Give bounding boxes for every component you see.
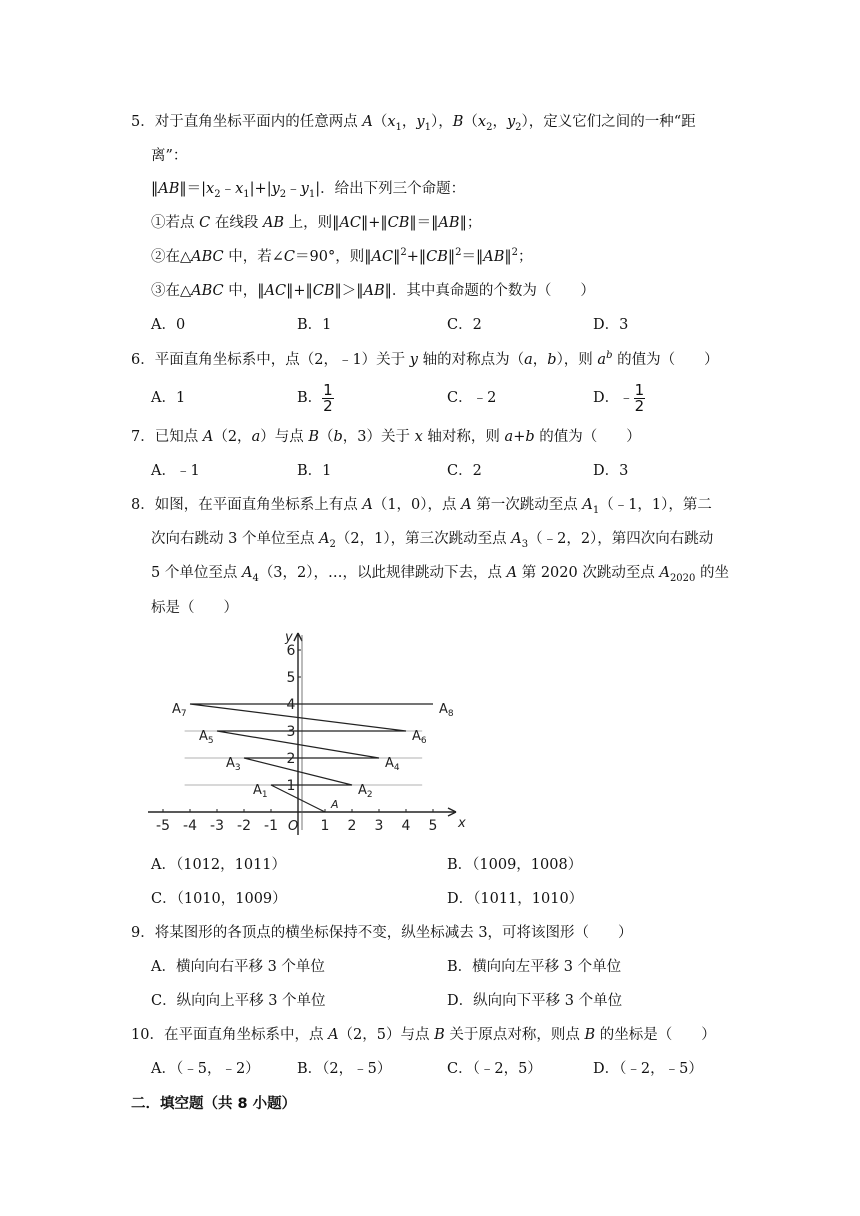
q9-option-c[interactable]: C．纵向向上平移 3 个单位	[151, 993, 326, 1009]
point-label-subscript: 7	[180, 709, 187, 719]
x-tick-label: -4	[183, 818, 197, 834]
q7-option-b[interactable]: B．1	[297, 463, 332, 479]
fraction-one-half: $\frac{1}{2}$	[634, 380, 645, 415]
q5-option-d[interactable]: D．3	[593, 317, 629, 333]
origin-label: O	[288, 819, 299, 834]
point-label-subscript: 4	[393, 763, 400, 773]
y-tick-label: 4	[286, 697, 296, 713]
x-tick-label: -3	[210, 818, 224, 834]
y-tick-label: 5	[286, 670, 296, 686]
q8-stem-line3: 5 个单位至点 $A_4(3$，2），…，以此规律跳动下去，点 A 第 2020 次跳动至点 $A_{2020}$ 的坐	[151, 565, 729, 584]
jump-pattern-graph	[140, 625, 470, 845]
q7-stem: 7．已知点 A（2，a）与点 B（b，3）关于 x 轴对称，则 a+b 的值为（ ）	[131, 429, 641, 445]
point-label-a2: $A_2$	[358, 783, 373, 800]
q6-option-c[interactable]: C．﹣2	[447, 390, 497, 406]
point-label-a8: $A_8$	[439, 702, 454, 719]
section-heading-fill-in: 二．填空题（共 8 小题）	[131, 1096, 297, 1112]
q8-option-b[interactable]: B．（1009，1008）	[447, 857, 583, 873]
start-point-label: A	[331, 798, 339, 811]
x-axis-label: x	[458, 816, 466, 831]
point-label-a7: $A_7$	[172, 702, 187, 719]
q5-proposition-1: ①若点 C 在线段 AB 上，则‖AC‖+‖CB‖＝‖AB‖；	[151, 215, 482, 231]
q9-option-a[interactable]: A．横向向右平移 3 个单位	[151, 959, 325, 975]
y-axis-label: y	[285, 630, 293, 645]
x-tick-label: 1	[320, 818, 330, 834]
point-label-a3: $A_3$	[226, 756, 241, 773]
x-tick-label: -5	[156, 818, 170, 834]
q8-option-d[interactable]: D．（1011，1010）	[447, 891, 584, 907]
y-tick-label: 1	[286, 778, 296, 794]
q6-option-d[interactable]: D．﹣ $\frac{1}{2}$	[593, 380, 645, 415]
q8-stem-line1: 8．如图，在平面直角坐标系上有点 A（1，0），点 A 第一次跳动至点 $A_1(﹣1$，1），第二	[131, 497, 712, 516]
graph-labels	[156, 630, 466, 834]
q8-option-a[interactable]: A．（1012，1011）	[151, 857, 287, 873]
y-tick-label: 3	[286, 724, 296, 740]
q6-stem: 6．平面直角坐标系中，点（2，﹣1）关于 y 轴的对称点为（a，b），则 $a^b$ 的值为（ ）	[131, 350, 719, 368]
y-tick-label: 2	[286, 751, 296, 767]
point-label-a4: $A_4$	[385, 756, 400, 773]
q5-stem-line1: 5．对于直角坐标平面内的任意两点 $A(x_1$，$y_1$），$B(x_2$，$y_2$），定义它们之间的一种“距	[131, 114, 696, 133]
q9-option-b[interactable]: B．横向向左平移 3 个单位	[447, 959, 622, 975]
q5-option-c[interactable]: C．2	[447, 317, 482, 333]
fraction-one-half: $\frac{1}{2}$	[323, 380, 333, 415]
q7-option-c[interactable]: C．2	[447, 463, 482, 479]
point-label-a6: $A_6$	[412, 729, 427, 746]
q5-proposition-2: ②在△ABC 中，若∠C＝90°，则‖AC‖$^2$+‖CB‖$^2$＝‖AB‖$^2$；	[151, 247, 533, 265]
point-label-subscript: 8	[447, 709, 454, 719]
q5-definition: $‖AB‖=|x_2﹣x_1|+|y_2﹣y_1|$．给出下列三个命题：	[151, 181, 466, 200]
point-label-subscript: 3	[234, 763, 241, 773]
x-tick-label: -2	[237, 818, 251, 834]
q6-option-b[interactable]: B． $\frac{1}{2}$	[297, 380, 333, 415]
q5-stem-line2: 离”：	[151, 148, 188, 164]
q9-stem: 9．将某图形的各顶点的横坐标保持不变，纵坐标减去 3，可将该图形（ ）	[131, 925, 633, 941]
q6-option-a[interactable]: A．1	[151, 390, 186, 406]
x-tick-label: 2	[347, 818, 357, 834]
q10-option-a[interactable]: A．（﹣5，﹣2）	[151, 1061, 260, 1077]
q7-option-a[interactable]: A．﹣1	[151, 463, 200, 479]
q8-stem-line4: 标是（ ）	[151, 600, 238, 616]
graph-axes	[148, 633, 456, 835]
y-tick-label: 6	[286, 643, 296, 659]
q8-option-c[interactable]: C．（1010，1009）	[151, 891, 287, 907]
q10-stem: 10．在平面直角坐标系中，点 A（2，5）与点 B 关于原点对称，则点 B 的坐标是（ ）	[131, 1027, 716, 1043]
q10-option-b[interactable]: B．（2，﹣5）	[297, 1061, 392, 1077]
q10-option-c[interactable]: C．（﹣2，5）	[447, 1061, 542, 1077]
point-label-subscript: 6	[420, 736, 427, 746]
point-label-subscript: 1	[261, 790, 268, 800]
q7-option-d[interactable]: D．3	[593, 463, 629, 479]
point-label-a1: $A_1$	[253, 783, 268, 800]
point-label-a5: $A_5$	[199, 729, 214, 746]
x-tick-label: 3	[374, 818, 384, 834]
q5-option-a[interactable]: A．0	[151, 317, 186, 333]
point-label-subscript: 5	[207, 736, 214, 746]
q5-proposition-3: ③在△ABC 中，‖AC‖+‖CB‖＞‖AB‖．其中真命题的个数为（ ）	[151, 283, 595, 299]
x-tick-label: 5	[428, 818, 438, 834]
x-tick-label: -1	[264, 818, 278, 834]
q8-stem-line2: 次向右跳动 3 个单位至点 $A_2(2$，1），第三次跳动至点 $A_3(﹣2$，2），第四次向右跳动	[151, 531, 714, 550]
point-label-subscript: 2	[366, 790, 373, 800]
x-tick-label: 4	[401, 818, 411, 834]
q9-option-d[interactable]: D．纵向向下平移 3 个单位	[447, 993, 623, 1009]
q10-option-d[interactable]: D．（﹣2，﹣5）	[593, 1061, 703, 1077]
q5-option-b[interactable]: B．1	[297, 317, 332, 333]
